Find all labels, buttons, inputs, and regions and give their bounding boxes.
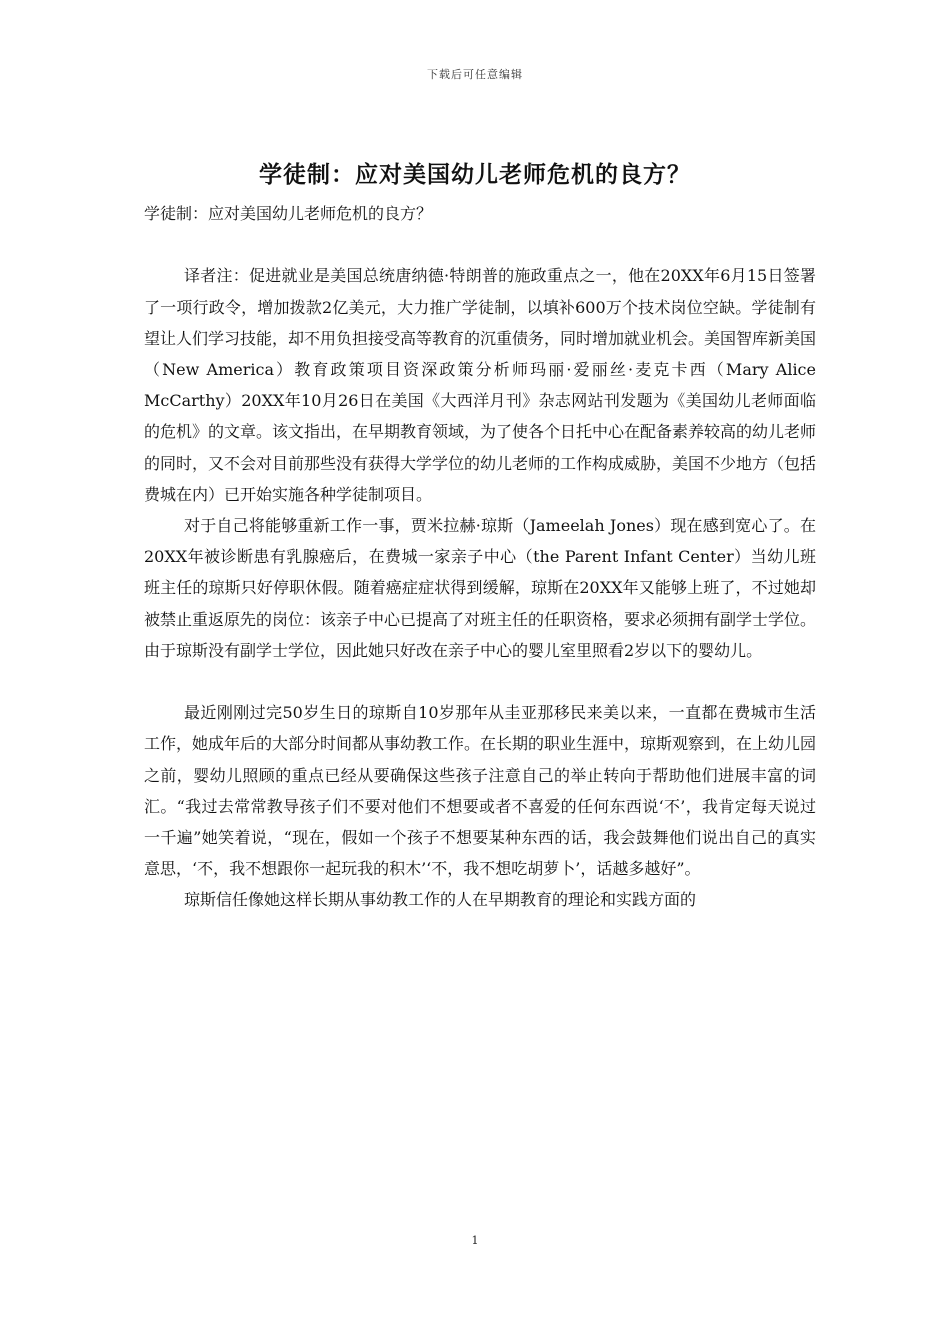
page-number: 1 xyxy=(471,1234,479,1247)
paragraph-jones-career: 最近刚刚过完50岁生日的琼斯自10岁那年从圭亚那移民来美以来，一直都在费城市生活工作，她成年后的大部分时间都从事幼教工作。在长期的职业生涯中，琼斯观察到，在上幼儿园之前，婴幼儿照顾的重点已经从要确保这些孩子注意自己的举止转向于帮助他们进展丰富的词汇。“我过去常常教导孩子们不要对他们不想要或者不喜爱的任何东西说‘不’，我肯定每天说过一千遍”她笑着说，“现在，假如一个孩子不想要某种东西的话，我会鼓舞他们说出自己的真实意思，‘不，我不想跟你一起玩我的积木’‘不，我不想吃胡萝卜’，话越多越好”。 xyxy=(144,703,817,879)
document-subtitle: 学徒制：应对美国幼儿老师危机的良方？ xyxy=(144,204,433,223)
paragraph-translator-note: 译者注：促进就业是美国总统唐纳德·特朗普的施政重点之一，他在20XX年6月15日签署了一项行政令，增加拨款2亿美元，大力推广学徒制，以填补600万个技术岗位空缺。学徒制有望让人们学习技能，却不用负担接受高等教育的沉重债务，同时增加就业机会。美国智库新美国（New America）教育政策项目资深政策分析师玛丽·爱丽丝·麦克卡西（Mary Alice McCarthy）20XX年10月26日在美国《大西洋月刊》杂志网站刊发题为《美国幼儿老师面临的危机》的文章。该文指出，在早期教育领域，为了使各个日托中心在配备素养较高的幼儿老师的同时，又不会对目前那些没有获得大学学位的幼儿老师的工作构成威胁，美国不少地方（包括费城在内）已开始实施各种学徒制项目。 xyxy=(144,266,817,504)
blank-line xyxy=(144,666,816,697)
blank-line xyxy=(144,229,816,260)
header-note: 下载后可任意编辑 xyxy=(427,68,523,81)
document-body xyxy=(144,198,816,916)
document-title: 学徒制：应对美国幼儿老师危机的良方？ xyxy=(259,161,691,188)
paragraph-jones-return: 对于自己将能够重新工作一事，贾米拉赫·琼斯（Jameelah Jones）现在感到宽心了。在20XX年被诊断患有乳腺癌后，在费城一家亲子中心（the Parent Infant Center）当幼儿班班主任的琼斯只好停职休假。随着癌症症状得到缓解，琼斯在20XX年又能够上班了，不过她却被禁止重返原先的岗位：该亲子中心已提高了对班主任的任职资格，要求必须拥有副学士学位。由于琼斯没有副学士学位，因此她只好改在亲子中心的婴儿室里照看2岁以下的婴幼儿。 xyxy=(144,516,817,660)
paragraph-jones-belief: 琼斯信任像她这样长期从事幼教工作的人在早期教育的理论和实践方面的 xyxy=(184,890,697,910)
